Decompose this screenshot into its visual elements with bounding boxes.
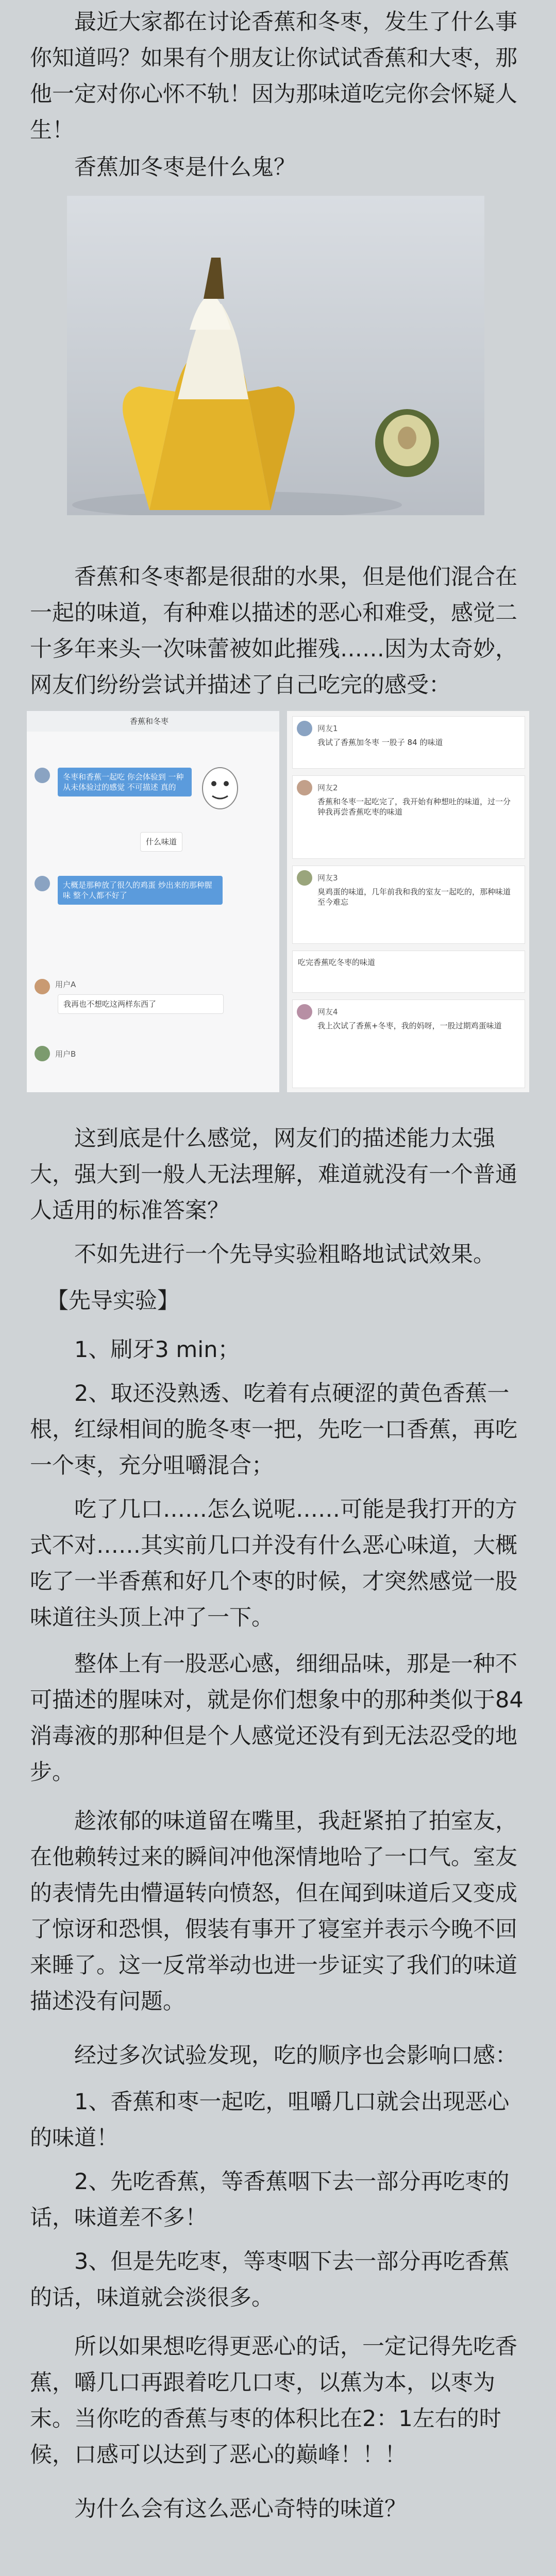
avatar (297, 721, 312, 736)
comment-text: 吃完香蕉吃冬枣的味道 (298, 958, 376, 967)
avatar (297, 870, 312, 886)
comment-card (292, 716, 525, 769)
banana-illustration (67, 196, 484, 515)
chat-left-panel (27, 711, 279, 1092)
chat-bubble-1: 冬枣和香蕉一起吃 你会体验到 一种从未体验过的感觉 不可描述 真的 (58, 768, 192, 796)
comment-text: 香蕉和冬枣一起吃完了，我开始有种想吐的味道，过一分钟我再尝香蕉吃枣的味道 (317, 797, 511, 817)
chat-screenshots (27, 711, 529, 1092)
paragraph-4: 不如先进行一个先导实验粗略地试试效果。 (74, 1242, 495, 1267)
question-why: 为什么会有这么恶心奇特的味道？ (74, 2496, 407, 2522)
paragraph-7: 经过多次试验发现，吃的顺序也会影响口感： (74, 2043, 517, 2069)
chat-right-panel (287, 711, 529, 1092)
avatar (297, 780, 312, 795)
comment-text: 我上次试了香蕉+冬枣，我的妈呀，一股过期鸡蛋味道 (317, 1021, 502, 1030)
question-what: 香蕉加冬枣是什么鬼？ (74, 155, 296, 180)
step-3: 吃了几口……怎么说呢……可能是我打开的方式不对……其实前几口并没有什么恶心味道，大概吃了一半香蕉和好几个枣的时候，才突然感觉一股味道往头顶上冲了一下。 (30, 1497, 517, 1631)
comment-username: 网友1 (317, 724, 338, 733)
paragraph-3: 这到底是什么感觉，网友们的描述能力太强大，强大到一般人无法理解，难道就没有一个普通人适用的标准答案？ (30, 1126, 517, 1224)
avatar (297, 1004, 312, 1020)
comment-username: 网友3 (317, 873, 338, 883)
avatar (35, 768, 50, 783)
comment-username: 网友4 (317, 1007, 338, 1016)
comment-username: 网友2 (317, 783, 338, 792)
paragraph-2: 香蕉和冬枣都是很甜的水果，但是他们混合在一起的味道，有种难以描述的恶心和难受，感觉二十多年来头一次味蕾被如此摧残……因为太奇妙，网友们纷纷尝试并描述了自己吃完的感受： (30, 564, 517, 698)
experiment-title: 【先导实验】 (46, 1288, 179, 1314)
step-1: 1、刷牙3 min； (74, 1337, 240, 1363)
chat-reply: 什么味道 (140, 832, 182, 852)
cartoon-sticker-icon (197, 760, 243, 817)
step-2: 2、取还没熟透、吃着有点硬涩的黄色香蕉一根，红绿相间的脆冬枣一把，先吃一口香蕉，再吃一个枣，充分咀嚼混合； (30, 1381, 517, 1479)
order-2: 2、先吃香蕉，等香蕉咽下去一部分再吃枣的话，味道差不多！ (30, 2169, 510, 2231)
avatar (35, 979, 50, 994)
paragraph-5: 整体上有一股恶心感，细细品味，那是一种不可描述的腥味对，就是你们想象中的那种类似于84消毒液的那种但是个人感觉还没有到无法忍受的地步。 (30, 1651, 524, 1785)
comment-card (292, 951, 525, 993)
banana-jujube-photo (67, 196, 484, 515)
chat-bubble-2: 大概是那种放了很久的鸡蛋 炒出来的那种腥味 整个人都不好了 (58, 876, 223, 905)
avatar (35, 876, 50, 891)
comment-card (292, 999, 525, 1088)
comment-card (292, 775, 525, 859)
comment-card (292, 866, 525, 944)
paragraph-8: 所以如果想吃得更恶心的话，一定记得先吃香蕉，嚼几口再跟着吃几口枣，以蕉为本，以枣为末。当你吃的香蕉与枣的体积比在2：1左右的时候，口感可以达到了恶心的巅峰！！！ (30, 2334, 517, 2468)
chat-username: 用户B (55, 1049, 76, 1059)
comment-text: 臭鸡蛋的味道，几年前我和我的室友一起吃的，那种味道至今难忘 (317, 887, 511, 907)
chat-left-title: 香蕉和冬枣 (130, 717, 169, 726)
order-1: 1、香蕉和枣一起吃，咀嚼几口就会出现恶心的味道！ (30, 2089, 510, 2151)
chat-bubble-3: 我再也不想吃这两样东西了 (58, 994, 224, 1014)
paragraph-6: 趁浓郁的味道留在嘴里，我赶紧拍了拍室友，在他赖转过来的瞬间冲他深情地哈了一口气。室友的表情先由懵逼转向愤怒，但在闻到味道后又变成了惊讶和恐惧，假装有事开了寝室并表示今晚不回来睡了。这一反常举动也进一步证实了我们的味道描述没有问题。 (30, 1808, 517, 2014)
chat-username: 用户A (55, 980, 76, 989)
avatar (35, 1046, 50, 1061)
order-3: 3、但是先吃枣，等枣咽下去一部分再吃香蕉的话，味道就会淡很多。 (30, 2249, 510, 2311)
comment-text: 我试了香蕉加冬枣 一股子 84 的味道 (317, 738, 443, 747)
intro-paragraph: 最近大家都在讨论香蕉和冬枣，发生了什么事你知道吗？如果有个朋友让你试试香蕉和大枣，那他一定对你心怀不轨！因为那味道吃完你会怀疑人生！ (30, 9, 517, 143)
